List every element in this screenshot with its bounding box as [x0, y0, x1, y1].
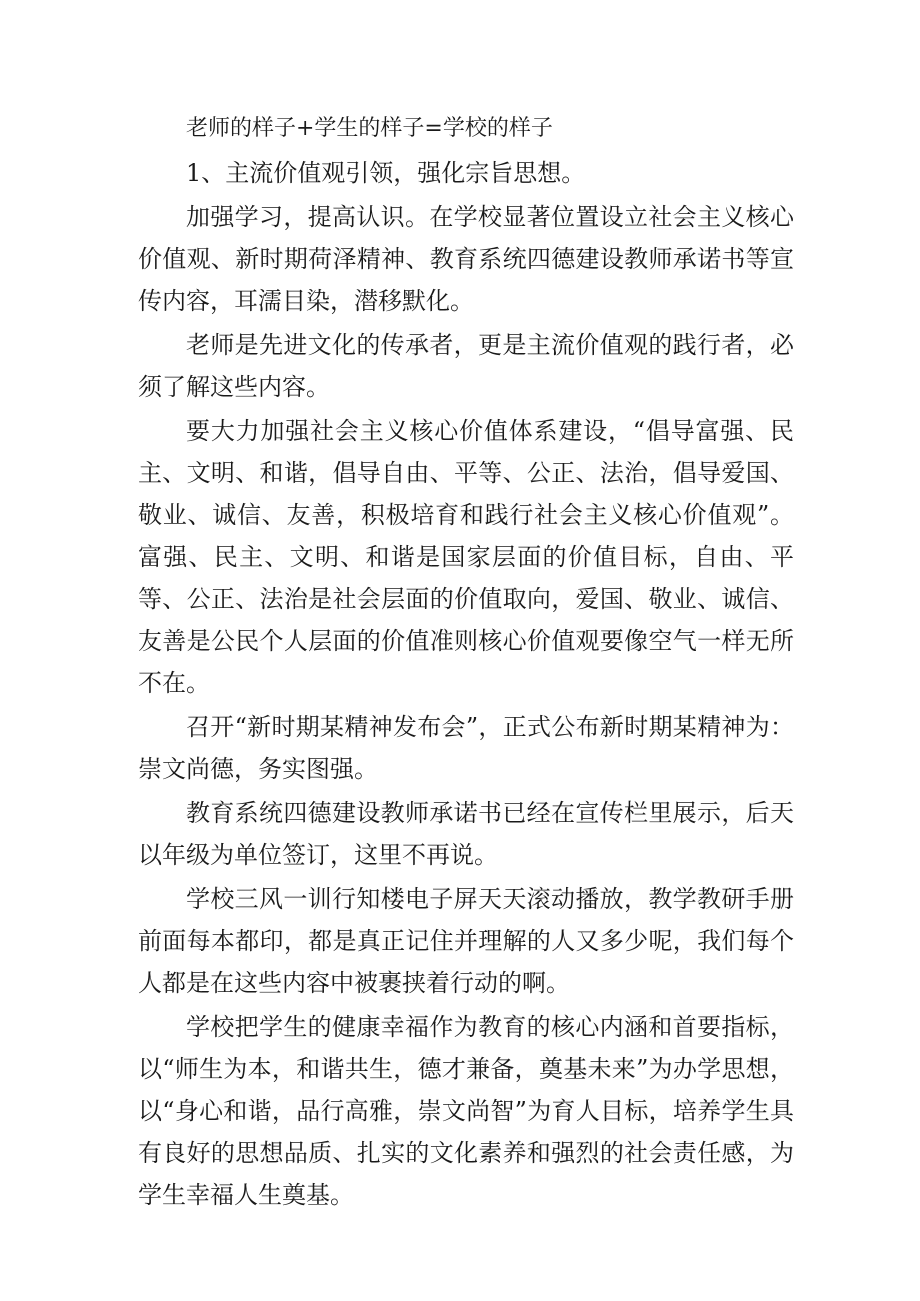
paragraph-teacher-role: 老师是先进文化的传承者，更是主流价值观的践行者，必须了解这些内容。 [138, 331, 794, 401]
paragraph-education-goal: 学校把学生的健康幸福作为教育的核心内涵和首要指标，以“师生为本，和谐共生，德才兼备，奠基未来”为办学思想，以“身心和谐，品行高雅，崇文尚智”为育人目标，培养学生具有良好的思想品质、扎实的文化素养和强烈的社会责任感，为学生幸福人生奠基。 [138, 1013, 794, 1209]
section-heading: 1、主流价值观引领，强化宗旨思想。 [186, 159, 586, 187]
paragraph-pledge: 教育系统四德建设教师承诺书已经在宣传栏里展示，后天以年级为单位签订，这里不再说。 [138, 799, 794, 869]
paragraph-core-values: 要大力加强社会主义核心价值体系建设，“倡导富强、民主、文明、和谐，倡导自由、平等、公正、法治，倡导爱国、敬业、诚信、友善，积极培育和践行社会主义核心价值观”。富强、民主、文明、和谐是国家层面的价值目标，自由、平等、公正、法治是社会层面的价值取向，爱国、敬业、诚信、友善是公民个人层面的价值准则核心价值观要像空气一样无所不在。 [138, 417, 794, 697]
document-body [138, 108, 794, 1216]
paragraph-school-motto: 学校三风一训行知楼电子屏天天滚动播放，教学教研手册前面每本都印，都是真正记住并理解的人又多少呢，我们每个人都是在这些内容中被裹挟着行动的啊。 [138, 885, 794, 997]
paragraph-study: 加强学习，提高认识。在学校显著位置设立社会主义核心价值观、新时期荷泽精神、教育系统四德建设教师承诺书等宣传内容，耳濡目染，潜移默化。 [138, 203, 794, 315]
paragraph-spirit-release: 召开“新时期某精神发布会”，正式公布新时期某精神为：崇文尚德，务实图强。 [138, 713, 794, 783]
document-title: 老师的样子+学生的样子=学校的样子 [186, 116, 553, 141]
